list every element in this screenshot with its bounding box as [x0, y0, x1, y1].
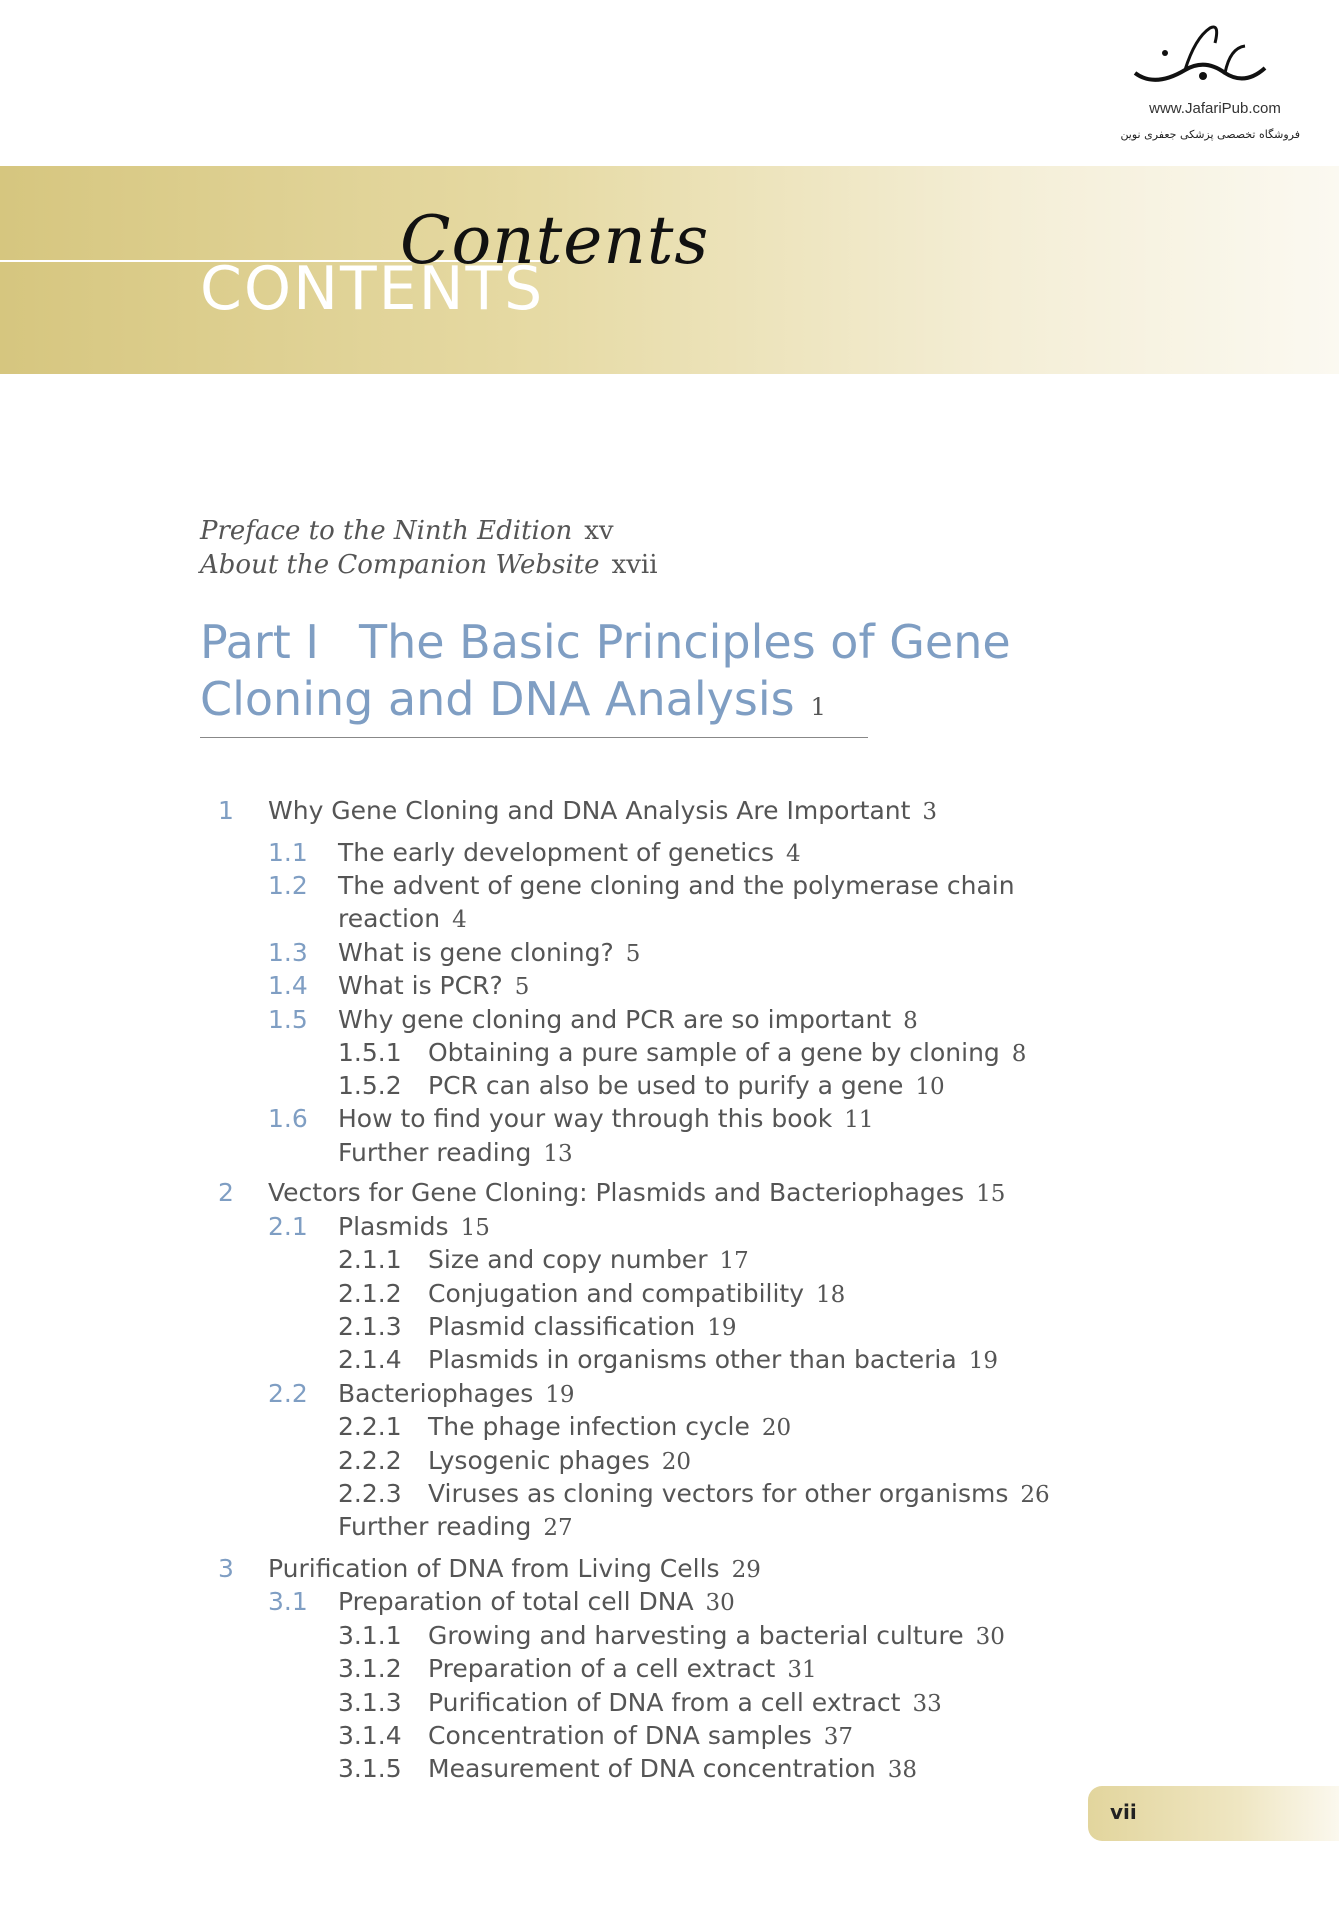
page-number: 8: [903, 1008, 918, 1034]
entry-title: What is PCR?: [338, 971, 503, 1000]
page-number: 30: [975, 1624, 1005, 1650]
toc-subsection-entry[interactable]: [338, 1410, 791, 1445]
page-number: 37: [823, 1724, 854, 1750]
front-matter-title: About the Companion Website: [200, 550, 600, 580]
toc-further-reading[interactable]: [338, 1510, 573, 1545]
page-number: 18: [816, 1282, 846, 1308]
entry-title: Concentration of DNA samples: [428, 1721, 812, 1750]
toc-subsection-entry[interactable]: [338, 1444, 691, 1479]
entry-title: Purification of DNA from a cell extract: [428, 1688, 901, 1717]
entry-title: The early development of genetics: [338, 838, 775, 867]
page-number: 20: [761, 1415, 792, 1441]
toc-subsection-entry[interactable]: [338, 1343, 998, 1378]
page-number: 8: [1011, 1041, 1027, 1067]
entry-title: Vectors for Gene Cloning: Plasmids and Bacteriophages: [268, 1178, 965, 1207]
page-number: xv: [584, 516, 614, 546]
toc-subsection-entry[interactable]: [338, 1243, 749, 1278]
page-number: 4: [786, 841, 801, 867]
entry-title: PCR can also be used to purify a gene: [428, 1071, 904, 1100]
toc-subsection-entry[interactable]: [338, 1686, 942, 1721]
toc-section-entry-continued[interactable]: [338, 902, 467, 937]
entry-number: 1.5.2: [338, 1071, 402, 1100]
page-number: 30: [705, 1590, 735, 1616]
entry-title: Preparation of total cell DNA: [338, 1587, 694, 1616]
entry-title: Why Gene Cloning and DNA Analysis Are Important: [268, 796, 911, 825]
entry-number: 2.1: [268, 1212, 308, 1241]
page-number: 15: [976, 1181, 1006, 1207]
entry-title: Viruses as cloning vectors for other organisms: [428, 1479, 1009, 1508]
entry-title: Obtaining a pure sample of a gene by cloning: [428, 1038, 1000, 1067]
contents-title-script: Contents: [400, 202, 710, 279]
toc-subsection-entry[interactable]: [338, 1652, 817, 1687]
entry-number: 2.1.4: [338, 1345, 402, 1374]
entry-number: 3: [218, 1554, 234, 1583]
toc-section-entry[interactable]: [268, 1585, 735, 1620]
front-matter-title: Preface to the Ninth Edition: [200, 516, 573, 546]
entry-title: Bacteriophages: [338, 1379, 534, 1408]
entry-number: 1.4: [268, 971, 308, 1000]
entry-number: 1.3: [268, 938, 308, 967]
entry-number: 1.6: [268, 1104, 308, 1133]
entry-number: 2.1.3: [338, 1312, 402, 1341]
entry-number: 3.1.5: [338, 1754, 402, 1783]
page-number: 17: [719, 1248, 749, 1274]
toc-subsection-entry[interactable]: [338, 1619, 1005, 1654]
front-matter-item[interactable]: [200, 548, 658, 582]
part-title-line2: Cloning and DNA Analysis: [200, 672, 795, 726]
front-matter-list: [200, 514, 658, 582]
page-number: 4: [452, 907, 467, 933]
entry-number: 2.2: [268, 1379, 308, 1408]
part-heading[interactable]: [200, 614, 1070, 736]
part-rule: [200, 737, 868, 738]
entry-title: Size and copy number: [428, 1245, 708, 1274]
contents-title-caps: CONTENTS: [200, 254, 545, 324]
entry-number: 2.2.2: [338, 1446, 402, 1475]
toc-further-reading[interactable]: [338, 1136, 573, 1171]
entry-title: How to find your way through this book: [338, 1104, 833, 1133]
page-number: 19: [968, 1348, 998, 1374]
publisher-logo: [1090, 18, 1310, 153]
page-number: 20: [661, 1449, 692, 1475]
calligraphy-logo-icon: [1125, 18, 1275, 98]
part-title-line1: The Basic Principles of Gene: [359, 615, 1011, 669]
logo-url: www.JafariPub.com: [1149, 100, 1281, 117]
entry-title: Growing and harvesting a bacterial culture: [428, 1621, 964, 1650]
toc-chapter-entry[interactable]: [218, 794, 937, 829]
entry-title: What is gene cloning?: [338, 938, 614, 967]
entry-title: Plasmids: [338, 1212, 449, 1241]
entry-title-continued: reaction: [338, 904, 441, 933]
entry-number: 1.2: [268, 871, 308, 900]
page-folio-tab: [1088, 1786, 1339, 1841]
toc-subsection-entry[interactable]: [338, 1310, 736, 1345]
part-number: Part I: [200, 615, 319, 669]
entry-number: 3.1.2: [338, 1654, 402, 1683]
page-number: 27: [543, 1515, 573, 1541]
entry-number: 2.2.1: [338, 1412, 402, 1441]
page-number: 1: [810, 693, 826, 721]
entry-title: Plasmids in organisms other than bacteria: [428, 1345, 957, 1374]
toc-subsection-entry[interactable]: [338, 1752, 917, 1787]
toc-section-entry[interactable]: [268, 1210, 490, 1245]
toc-section-entry[interactable]: [268, 969, 529, 1004]
entry-number: 1: [218, 796, 234, 825]
entry-title: Conjugation and compatibility: [428, 1279, 805, 1308]
entry-title: Why gene cloning and PCR are so important: [338, 1005, 892, 1034]
page-number: 11: [844, 1107, 874, 1133]
toc-section-entry[interactable]: [268, 869, 1015, 902]
entry-title: Purification of DNA from Living Cells: [268, 1554, 720, 1583]
entry-number: 2: [218, 1178, 234, 1207]
toc-subsection-entry[interactable]: [338, 1036, 1026, 1071]
page-number: 5: [625, 941, 641, 967]
entry-number: 2.1.2: [338, 1279, 402, 1308]
toc-section-entry[interactable]: [268, 936, 640, 971]
front-matter-item[interactable]: [200, 514, 658, 548]
logo-caption: فروشگاه تخصصی پزشکی جعفری نوین: [1120, 128, 1300, 141]
entry-number: 2.1.1: [338, 1245, 402, 1274]
toc-subsection-entry[interactable]: [338, 1719, 853, 1754]
entry-title: Further reading: [338, 1512, 532, 1541]
entry-title: Plasmid classification: [428, 1312, 696, 1341]
toc-subsection-entry[interactable]: [338, 1477, 1050, 1512]
entry-title: The phage infection cycle: [428, 1412, 750, 1441]
toc-section-entry[interactable]: [268, 1102, 874, 1137]
toc-subsection-entry[interactable]: [338, 1277, 845, 1312]
entry-title: Measurement of DNA concentration: [428, 1754, 876, 1783]
page-number: 19: [545, 1382, 575, 1408]
toc-section-entry[interactable]: [268, 1003, 918, 1038]
entry-number: 3.1.1: [338, 1621, 402, 1650]
page-number: 5: [514, 974, 530, 1000]
entry-number: 3.1: [268, 1587, 308, 1616]
toc-subsection-entry[interactable]: [338, 1069, 945, 1104]
contents-header-band: [0, 166, 1339, 374]
entry-title: Lysogenic phages: [428, 1446, 650, 1475]
entry-title: Further reading: [338, 1138, 532, 1167]
entry-number: 1.5.1: [338, 1038, 402, 1067]
entry-title: Preparation of a cell extract: [428, 1654, 776, 1683]
entry-number: 3.1.3: [338, 1688, 402, 1717]
toc-section-entry[interactable]: [268, 1377, 575, 1412]
page-number: 29: [731, 1557, 761, 1583]
page-number: xvii: [611, 550, 658, 580]
toc-chapter-entry[interactable]: [218, 1176, 1005, 1211]
page-number: 33: [912, 1691, 942, 1717]
page-number: 3: [922, 799, 938, 825]
page-number: 38: [887, 1757, 918, 1783]
entry-number: 2.2.3: [338, 1479, 402, 1508]
page-number: 26: [1020, 1482, 1050, 1508]
entry-number: 1.1: [268, 838, 308, 867]
entry-title: The advent of gene cloning and the polymerase chain: [338, 871, 1015, 900]
page-number: 31: [787, 1657, 817, 1683]
toc-section-entry[interactable]: [268, 836, 801, 871]
page-number: 13: [543, 1141, 573, 1167]
entry-number: 1.5: [268, 1005, 308, 1034]
folio-number: vii: [1110, 1800, 1137, 1824]
entry-number: 3.1.4: [338, 1721, 402, 1750]
page-number: 19: [707, 1315, 737, 1341]
toc-chapter-entry[interactable]: [218, 1552, 761, 1587]
page-number: 15: [460, 1215, 490, 1241]
page-number: 10: [915, 1074, 945, 1100]
